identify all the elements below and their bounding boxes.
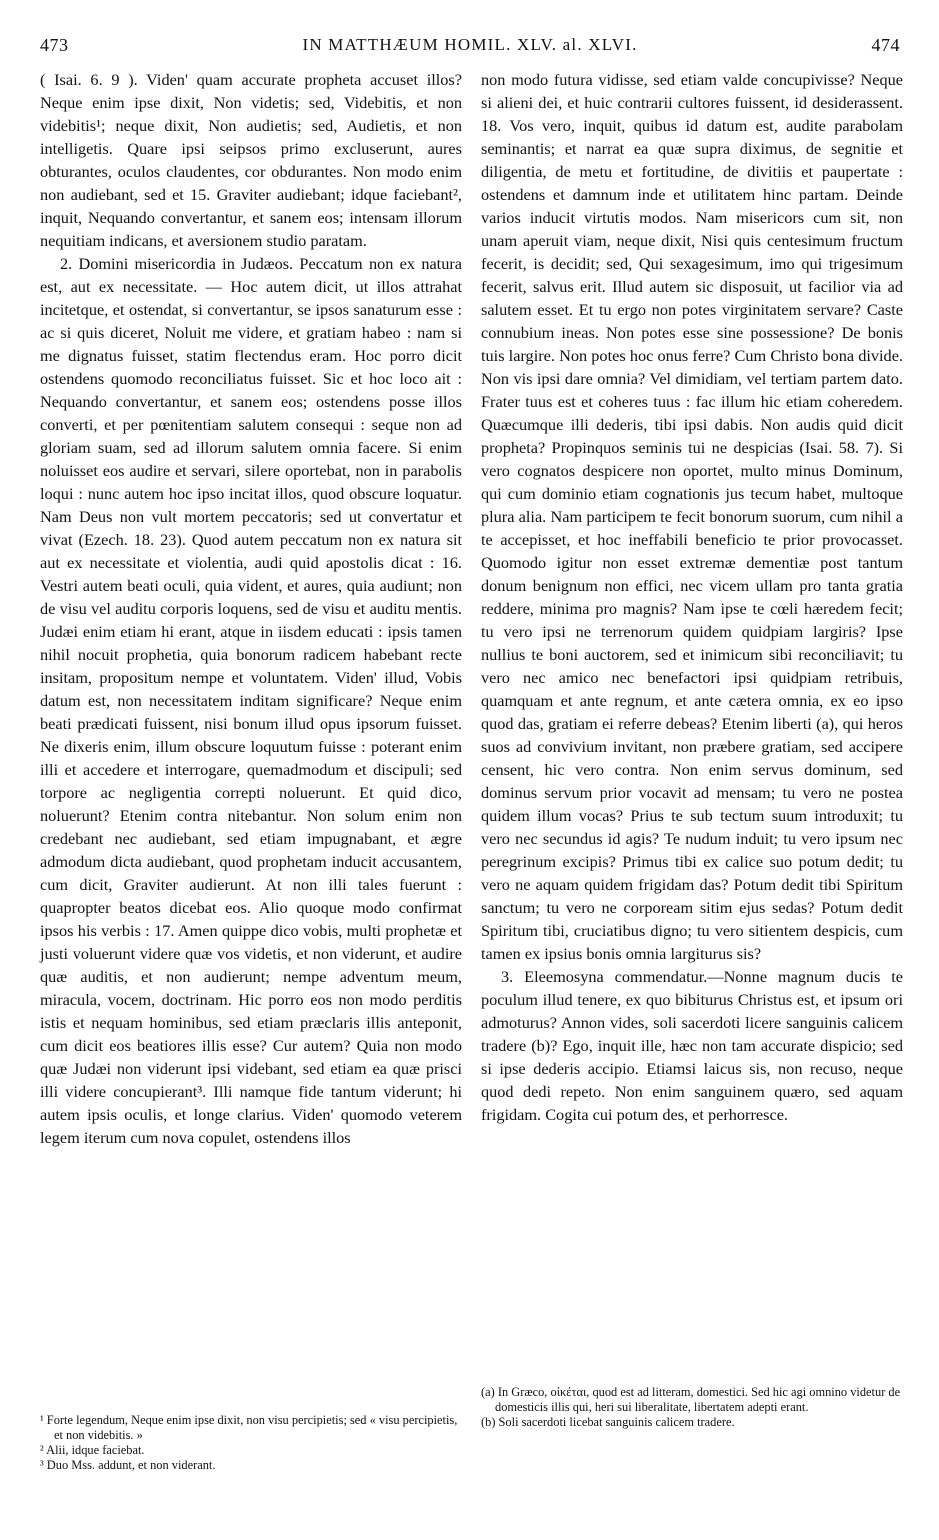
footnotes-right bbox=[481, 1385, 903, 1430]
paragraph: non modo futura vidisse, sed etiam valde concupivisse? Neque si alieni dei, et huic contrarii cultores fuissent, id desiderassent. 18. Vos vero, inquit, quibus id datum est, audite parabolam seminantis; et narrat ea quæ supra diximus, de segnitie et diligentia, de metu et fortitudine, de divitiis et paupertate : ostendens et damnum inde et utilitatem hinc partam. Deinde varios inducit virtutis modos. Nam misericors cum sit, non unam aperuit viam, neque dixit, Nisi quis centesimum fructum fecerit, is decidit; sed, Qui sexagesimum, imo qui trigesimum fecerit, salvus erit. Illud autem sic disposuit, ut facilior via ad salutem esset. Et tu ergo non potes virginitatem servare? Caste connubium ineas. Non potes esse sine possessione? De bonis tuis largire. Non potes hoc onus ferre? Cum Christo bona divide. Non vis ipsi dare omnia? Vel dimidiam, vel tertiam partem dato. Frater tuus est et coheres tuus : fac illum hic etiam coheredem. Quæcumque illi dederis, tibi ipsi dabis. Non audis quid dicit propheta? Propinquos seminis tui ne despicias (Isai. 58. 7). Si vero cognatos despicere non oportet, multo minus Dominum, qui cum dominio etiam cognationis jus tecum habet, multoque plura alia. Nam participem te fecit bonorum suorum, cum nihil a te accepisset, et hoc ineffabili beneficio te prior provocasset. Quomodo igitur non esset extremæ dementiæ post tantum donum benignum non effici, nec vicem ullam pro tanta gratia reddere, minima pro magnis? Nam ipse te cœli hæredem fecit; tu vero ipsi ne terrenorum quidem quidpiam largiris? Ipse nullius te boni auctorem, sed et inimicum sibi reconciliavit; tu vero nec amico nec benefactori ipsi quidpiam retribuis, quamquam et ante regnum, et ante cætera omnia, ex eo ipso quod das, gratiam ei referre debeas? Etenim liberti (a), qui heros suos ad convivium invitant, non præbere gratiam, sed accipere censent, hic vero contra. Non enim servus dominum, sed dominus servum prior vocavit ad mensam; tu vero ne postea quidem illum vocas? Prius te sub tectum suum introduxit; tu vero nec secundus id agis? Te nudum induit; tu vero ipsum nec peregrinum excipis? Primus tibi ex calice suo potum dedit; tu vero ne aquam quidem frigidam das? Potum dedit tibi Spiritum sanctum; tu vero ne corpoream sitim ejus sedas? Potum dedit Spiritum tibi, cruciatibus digno; tu vero sitientem despicis, cum tamen ex ipsius bonis omnia largiturus sis? bbox=[481, 70, 903, 963]
footnote: (b) Soli sacerdoti licebat sanguinis calicem tradere. bbox=[481, 1415, 735, 1429]
footnote: ¹ Forte legendum, Neque enim ipse dixit, non visu percipietis; sed « visu percipietis, et non videbitis. » bbox=[40, 1413, 458, 1442]
right-column bbox=[481, 68, 903, 1126]
running-header bbox=[40, 35, 900, 61]
paragraph: 2. Domini misericordia in Judæos. Peccatum non ex natura est, aut ex necessitate. — Hoc autem dicit, ut illos attrahat incitetque, et ostendat, si convertantur, se ipsos sanaturum esse : ac si quis diceret, Noluit me videre, et gratiam habeo : nam si me dignatus fuisset, statim flectendus eram. Hoc porro dicit ostendens quomodo reconciliatus fuisset. Sic et hoc loco ait : Nequando convertantur, et sanem eos; ostendens posse illos converti, et per pœnitentiam salutem consequi : seque non ad gloriam suam, sed ad illorum salutem omnia facere. Si enim noluisset eos audire et servari, silere oportebat, non in parabolis loqui : nunc autem hoc ipso incitat illos, quod obscure loquatur. Nam Deus non vult mortem peccatoris; sed ut convertatur et vivat (Ezech. 18. 23). Quod autem peccatum non ex natura sit aut ex necessitate et violentia, audi quid apostolis dicat : 16. Vestri autem beati oculi, quia vident, et aures, quia audiunt; non de visu vel auditu corporis loquens, sed de visu et auditu mentis. Judæi enim etiam hi erant, atque in iisdem educati : ipsis tamen nihil nocuit prophetia, quia bonorum radicem habebant recte insitam, propositum nempe et voluntatem. Viden' illud, Vobis datum est, non necessitatem inditam significare? Neque enim beati prædicati fuissent, nisi bonum illud opus ipsorum fuisset. Ne dixeris enim, illum obscure loquutum fuisse : poterant enim illi et accedere et interrogare, quemadmodum et discipuli; sed torpore ac negligentia correpti noluerunt. Et quid dico, noluerunt? Etenim contra nitebantur. Non solum enim non credebant nec audiebant, sed etiam impugnabant, et ægre admodum dicta audiebant, quod prophetam inducit accusantem, cum dicit, Graviter audierunt. At non illi tales fuerunt : quapropter beatos dicebat eos. Alio quoque modo confirmat ipsos his verbis : 17. Amen quippe dico vobis, multi prophetæ et justi voluerunt videre quæ vos videtis, et non viderunt, et audire quæ auditis, et non audierunt; nempe adventum meum, miracula, vocem, doctrinam. Hic porro eos non modo perditis istis et nequam hominibus, sed etiam præclaris illis anteponit, cum dicit eos beatiores illis esse? Cur autem? Quia non modo quæ Judæi non viderunt ipsi videbant, sed etiam ea quæ prisci illi videre concupierant³. Illi namque fide tantum viderunt; hi autem ipsis oculis, et longe clarius. Viden' quomodo veterem legem iterum cum nova copulet, ostendens illos bbox=[40, 254, 462, 1147]
footnotes-left bbox=[40, 1413, 462, 1473]
page-number-left: 473 bbox=[40, 35, 69, 55]
footnote: (a) In Græco, οἰκέται, quod est ad litteram, domestici. Sed hic agi omnino videtur de domesticis illis qui, heri sui liberalitate, libertatem adepti erant. bbox=[481, 1385, 901, 1414]
left-column bbox=[40, 68, 462, 1149]
footnote: ² Alii, idque faciebat. bbox=[40, 1443, 145, 1457]
running-title: IN MATTHÆUM HOMIL. XLV. al. XLVI. bbox=[302, 35, 638, 54]
paragraph: ( Isai. 6. 9 ). Viden' quam accurate propheta accuset illos? Neque enim ipse dixit, Non videtis; sed, Videbitis, et non videbitis¹; neque dixit, Non audietis; sed, Audietis, et non intelligetis. Quare ipsi seipsos primo excluserunt, aures obturantes, oculos claudentes, cor obdurantes. Non modo enim non audiebant, sed et 15. Graviter audiebant; idque faciebant², inquit, Nequando convertantur, et sanem eos; intensam illorum nequitiam indicans, et aversionem studio paratam. bbox=[40, 70, 462, 250]
paragraph: 3. Eleemosyna commendatur.—Nonne magnum ducis te poculum illud tenere, ex quo bibiturus Christus est, et ipsum ori admoturus? Annon vides, soli sacerdoti licere sanguinis calicem tradere (b)? Ego, inquit ille, hæc non tam accurate dispicio; sed si ipse dederis accipio. Etiamsi laicus sis, non recuso, neque quod dedi repeto. Non enim sanguinem quæro, sed aquam frigidam. Cogita cui potum des, et perhorresce. bbox=[481, 967, 903, 1124]
footnote: ³ Duo Mss. addunt, et non viderant. bbox=[40, 1458, 216, 1472]
page-number-right: 474 bbox=[871, 35, 900, 55]
